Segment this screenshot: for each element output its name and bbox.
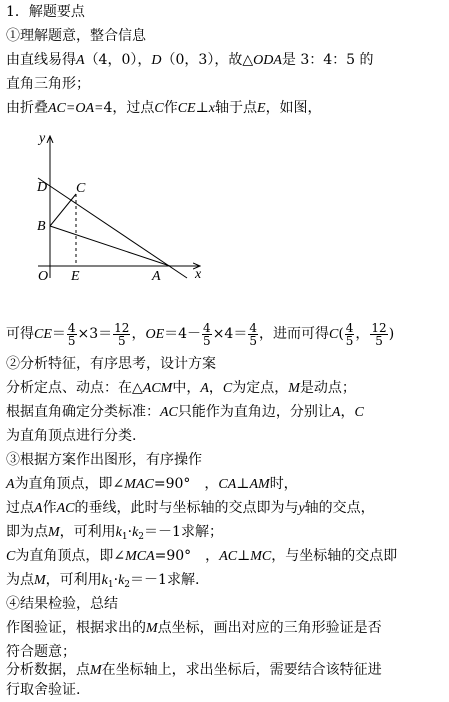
- paren: ): [388, 326, 395, 342]
- point-label: C: [222, 381, 233, 396]
- axis-name: x: [208, 101, 215, 116]
- paren: (: [338, 326, 344, 342]
- step4-heading: ④结果检验，总结: [6, 596, 118, 612]
- paragraph-line-15: 行取舍验证.: [6, 682, 81, 698]
- step1-heading: ①理解题意，整合信息: [6, 28, 146, 44]
- paragraph-line-11: [6, 570, 199, 595]
- point-e-label: E: [71, 269, 80, 284]
- text-run: 轴于点: [215, 100, 257, 116]
- fraction: [113, 322, 130, 347]
- point-label: C: [328, 327, 339, 342]
- numerator: 12: [114, 320, 130, 335]
- text-run: 作: [42, 500, 57, 516]
- text-run: 即为点: [6, 524, 48, 540]
- text-run: ＝－1求解.: [130, 572, 200, 588]
- text-run: ，: [208, 380, 223, 396]
- triangle-label: ODA: [253, 53, 282, 68]
- paragraph-line-5: [6, 402, 364, 423]
- text-run: 在坐标轴上，求出坐标后，需要结合该特征进: [101, 662, 382, 678]
- text-run: 轴的交点，: [304, 500, 375, 516]
- text-run: 分析数据，点: [6, 662, 90, 678]
- segment-label: OE: [145, 327, 165, 342]
- denominator: 5: [375, 333, 383, 348]
- segment-label: CE: [177, 101, 196, 116]
- text-run: =90° ，: [153, 476, 219, 492]
- text-run: ，: [131, 326, 146, 342]
- paragraph-line-2: 直角三角形；: [6, 76, 90, 92]
- text-run: ＝－1求解；: [144, 524, 223, 540]
- point-label: A: [6, 477, 15, 492]
- segment-label: AC: [160, 405, 178, 420]
- angle-label: MAC: [124, 477, 154, 492]
- point-label: A: [331, 405, 341, 420]
- point-label: M: [146, 621, 158, 636]
- point-label: C: [354, 405, 364, 420]
- text-run: 过点: [6, 500, 34, 516]
- denominator: 5: [345, 333, 354, 348]
- text-run: ，: [137, 52, 152, 68]
- text-run: ，与坐标轴的交点即: [271, 548, 398, 564]
- point-label: M: [48, 525, 60, 540]
- text-run: ，: [340, 404, 355, 420]
- text-run: 为直角顶点，即∠: [14, 476, 125, 492]
- segment-label: AC: [219, 549, 238, 564]
- segment-bc: [50, 194, 76, 226]
- slope-symbol: k: [132, 525, 139, 540]
- perp-symbol: ⊥: [195, 100, 209, 116]
- point-b-label: B: [37, 219, 46, 234]
- section-title: 解题要点: [28, 4, 85, 20]
- segment-label: CA: [218, 477, 237, 492]
- text-run: 中，: [172, 380, 201, 396]
- point-label: M: [34, 573, 46, 588]
- point-label: A: [200, 381, 209, 396]
- text-run: 时，: [269, 476, 298, 492]
- point-o-label: O: [38, 269, 49, 284]
- paragraph-line-12: [6, 618, 382, 639]
- coordinate: （0，3）: [161, 52, 215, 68]
- line-da: [38, 178, 187, 278]
- segment-label: CE: [34, 327, 52, 342]
- text-run: ·: [113, 572, 119, 588]
- text-run: 分析定点、动点：在△: [6, 380, 143, 396]
- step2-heading: ②分析特征，有序思考，设计方案: [6, 356, 216, 372]
- text-run: ，如图，: [265, 100, 322, 116]
- denominator: 5: [249, 333, 257, 348]
- denominator: 5: [117, 333, 126, 348]
- fraction: [202, 322, 212, 347]
- text-run: 是动点；: [299, 380, 356, 396]
- denominator: 5: [203, 333, 211, 348]
- paragraph-line-9: [6, 522, 223, 547]
- point-c-label: C: [76, 181, 86, 196]
- slope-symbol: k: [115, 525, 122, 540]
- paragraph-line-7: [6, 474, 298, 495]
- result-line: [6, 316, 394, 352]
- subscript: 2: [124, 580, 131, 590]
- text-run: ·: [127, 524, 133, 540]
- x-axis-label: x: [195, 267, 202, 282]
- paragraph-line-10: [6, 546, 397, 567]
- text-run: 作图验证，根据求出的: [6, 620, 146, 636]
- y-axis-label: y: [39, 131, 46, 146]
- point-d-label: D: [37, 180, 48, 195]
- segment-label: AM: [249, 477, 270, 492]
- text-run: 是 3：4：5 的: [281, 52, 374, 68]
- perp-symbol: ⊥: [236, 476, 250, 492]
- equation: AC=OA=: [48, 101, 104, 116]
- numerator: 4: [67, 320, 76, 335]
- slope-symbol: k: [101, 573, 108, 588]
- point-a-label: A: [152, 269, 161, 284]
- subscript: 2: [138, 532, 145, 542]
- point-label: M: [90, 663, 102, 678]
- text-run: ，进而可得: [258, 326, 329, 342]
- text-run: ×3＝: [77, 326, 113, 342]
- fraction: [67, 322, 77, 347]
- point-label: E: [257, 101, 266, 116]
- slope-symbol: k: [118, 573, 125, 588]
- point-label: A: [34, 501, 43, 516]
- paragraph-line-6: 为直角顶点进行分类.: [6, 428, 137, 444]
- paragraph-line-3: [6, 98, 322, 119]
- text-run: ，可利用: [59, 524, 116, 540]
- point-label: A: [76, 53, 85, 68]
- text-run: ，可利用: [45, 572, 102, 588]
- text-run: 为定点，: [232, 380, 289, 396]
- numerator: 12: [371, 320, 387, 335]
- text-run: 由折叠: [6, 100, 48, 116]
- numerator: 4: [203, 320, 211, 335]
- coordinate: （4，0）: [84, 52, 138, 68]
- text-run: ×4＝: [212, 326, 248, 342]
- text-run: 只能作为直角边，分别让: [177, 404, 332, 420]
- text-run: 点坐标，画出对应的三角形验证是否: [157, 620, 382, 636]
- angle-label: MCA: [125, 549, 155, 564]
- text-run: ，: [355, 326, 370, 342]
- fraction: [248, 322, 258, 347]
- segment-label: AC: [56, 501, 75, 516]
- text-run: 为直角顶点，即∠: [15, 548, 126, 564]
- fraction: [345, 322, 355, 347]
- paragraph-line-8: [6, 498, 375, 519]
- geometry-figure: [30, 126, 220, 286]
- segment-ba: [50, 226, 170, 266]
- point-label: D: [151, 53, 162, 68]
- numerator: 4: [345, 320, 354, 335]
- text-run: 由直线易得: [6, 52, 76, 68]
- numerator: 4: [249, 320, 257, 335]
- triangle-label: ACM: [142, 381, 173, 396]
- point-label: M: [288, 381, 300, 396]
- fraction: [370, 322, 387, 347]
- text-run: 的垂线，此时与坐标轴的交点即为与: [74, 500, 299, 516]
- point-label: C: [6, 549, 16, 564]
- text-run: ，故△: [214, 52, 254, 68]
- section-heading: [6, 2, 85, 22]
- text-run: 可得: [6, 326, 34, 342]
- text-run: 根据直角确定分类标准：: [6, 404, 160, 420]
- text-run: =90° ，: [154, 548, 220, 564]
- paragraph-line-4: [6, 378, 356, 399]
- paragraph-line-14: [6, 660, 382, 681]
- text-run: ＝4－: [164, 326, 202, 342]
- axis-name: y: [298, 501, 305, 516]
- denominator: 5: [67, 333, 76, 348]
- segment-label: MC: [250, 549, 272, 564]
- text-run: 作: [163, 100, 178, 116]
- section-number: 1．: [6, 4, 29, 20]
- paragraph-line-13: 符合题意；: [6, 644, 76, 660]
- subscript: 1: [121, 532, 128, 542]
- text-run: 4，过点: [103, 100, 155, 116]
- step3-heading: ③根据方案作出图形，有序操作: [6, 452, 202, 468]
- text-run: 为点: [6, 572, 34, 588]
- text-run: ＝: [51, 326, 66, 342]
- point-label: C: [154, 101, 164, 116]
- subscript: 1: [107, 580, 114, 590]
- paragraph-line-1: [6, 50, 374, 71]
- perp-symbol: ⊥: [237, 548, 251, 564]
